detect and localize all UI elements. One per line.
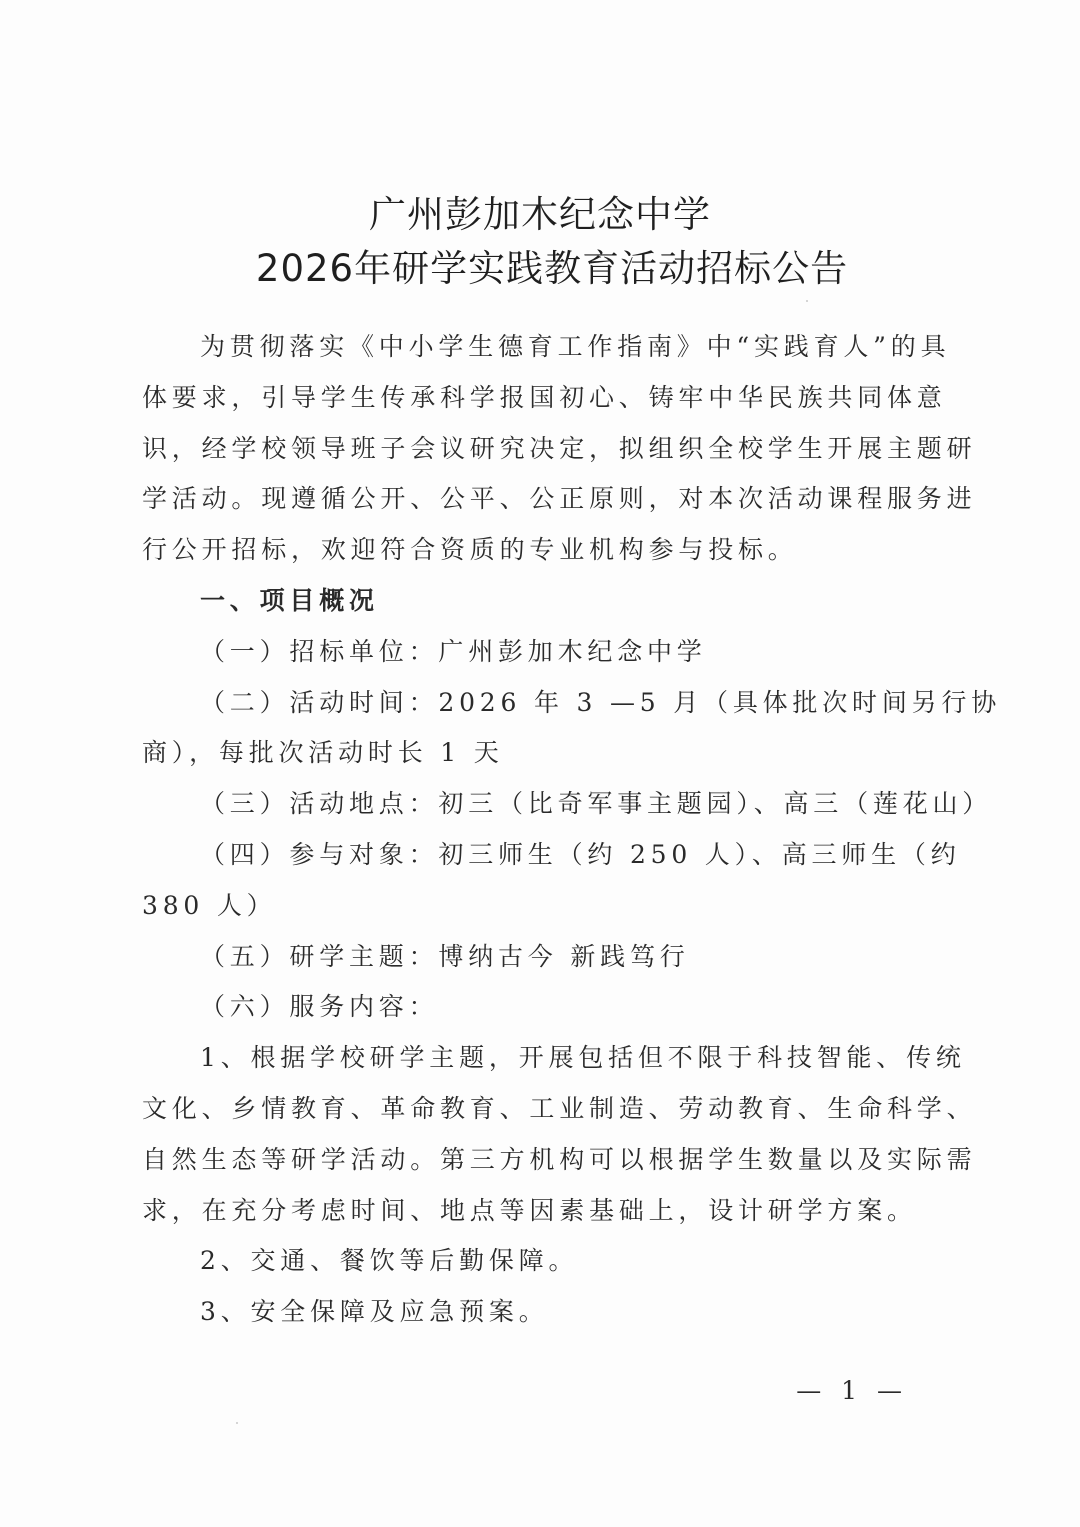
paragraph-line: 为贯彻落实《中小学生德育工作指南》中“实践育人”的具	[200, 332, 951, 361]
announcement-body	[142, 322, 1002, 1338]
list-item: （四）参与对象：初三师生（约 250 人）、高三师生（约	[200, 839, 961, 869]
service-item-continuation: 文化、乡情教育、革命教育、工业制造、劳动教育、生命科学、	[142, 1093, 977, 1123]
title-line-1: 广州彭加木纪念中学	[369, 193, 711, 236]
service-item-continuation: 求，在充分考虑时间、地点等因素基础上，设计研学方案。	[142, 1195, 917, 1225]
service-item: 1、根据学校研学主题，开展包括但不限于科技智能、传统	[200, 1043, 966, 1073]
service-item: 3、安全保障及应急预案。	[200, 1297, 549, 1327]
service-item: 2、交通、餐饮等后勤保障。	[200, 1246, 579, 1276]
list-item-continuation: 380 人）	[142, 890, 277, 920]
page-number: — 1 —	[796, 1376, 908, 1405]
paragraph-line: 学活动。现遵循公开、公平、公正原则，对本次活动课程服务进	[142, 484, 977, 514]
service-item-continuation: 自然生态等研学活动。第三方机构可以根据学生数量以及实际需	[142, 1144, 977, 1174]
list-item: （一）招标单位：广州彭加木纪念中学	[200, 636, 707, 666]
list-item: （二）活动时间：2026 年 3 —5 月（具体批次时间另行协	[200, 687, 1002, 717]
paragraph-line: 体要求，引导学生传承科学报国初心、铸牢中华民族共同体意	[142, 382, 947, 412]
scan-speck	[806, 300, 808, 302]
list-item: （三）活动地点：初三（比奇军事主题园）、高三（莲花山）	[200, 789, 993, 819]
paragraph-line: 识，经学校领导班子会议研究决定，拟组织全校学生开展主题研	[142, 433, 977, 463]
title-line-2: 2026年研学实践教育活动招标公告	[255, 247, 849, 290]
section-heading: 一、项目概况	[200, 585, 379, 615]
list-item-continuation: 商），每批次活动时长 1 天	[142, 738, 504, 768]
scan-speck	[236, 1422, 238, 1424]
list-item: （六）服务内容：	[200, 992, 439, 1022]
document-title	[140, 188, 940, 296]
list-item: （五）研学主题：博纳古今 新践笃行	[200, 941, 690, 971]
paragraph-line: 行公开招标，欢迎符合资质的专业机构参与投标。	[142, 535, 798, 565]
